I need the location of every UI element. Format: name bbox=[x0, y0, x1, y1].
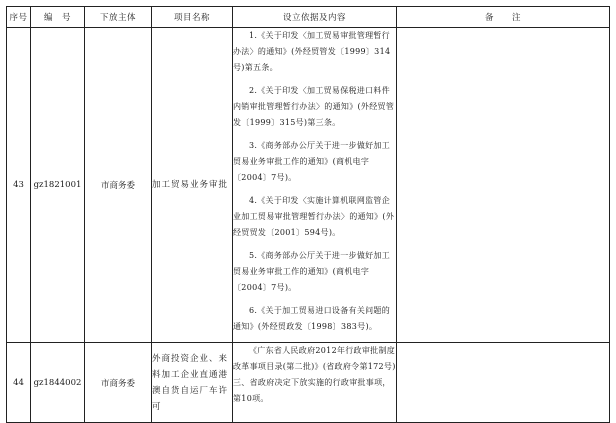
row-code: gz1821001 bbox=[31, 28, 85, 343]
header-code: 编 号 bbox=[31, 7, 85, 28]
row-item-name: 外商投资企业、来料加工企业直通港澳自货自运厂车许可 bbox=[152, 343, 233, 423]
basis-paragraph: 2.《关于印发〈加工贸易保税进口料件内销审批管理暂行办法〉的通知》(外经贸管发〔1999〕315号)第三条。 bbox=[233, 86, 395, 127]
row-remarks bbox=[397, 28, 610, 343]
row-seq: 43 bbox=[7, 28, 31, 343]
row-subject: 市商务委 bbox=[85, 28, 152, 343]
basis-paragraph: 6.《关于加工贸易进口设备有关问题的通知》(外经贸政发〔1998〕383号)。 bbox=[233, 306, 391, 331]
row-seq: 44 bbox=[7, 343, 31, 423]
row-item-name: 加工贸易业务审批 bbox=[152, 28, 233, 343]
header-basis: 设立依据及内容 bbox=[233, 7, 397, 28]
basis-paragraph: 4.《关于印发〈实施计算机联网监管企业加工贸易审批管理暂行办法〉的通知》(外经贸贸发〔2001〕594号)。 bbox=[233, 196, 395, 237]
basis-paragraph: 3.《商务部办公厅关于进一步做好加工贸易业务审批工作的通知》(商机电字〔2004〕7号)。 bbox=[233, 141, 391, 182]
table-header-row bbox=[7, 7, 610, 28]
header-subject: 下放主体 bbox=[85, 7, 152, 28]
header-item-name: 项目名称 bbox=[152, 7, 233, 28]
approval-items-table bbox=[6, 6, 610, 423]
header-seq: 序号 bbox=[7, 7, 31, 28]
basis-paragraph: 5.《商务部办公厅关于进一步做好加工贸易业务审批工作的通知》(商机电字〔2004〕7号)。 bbox=[233, 251, 391, 292]
basis-paragraph: 《广东省人民政府2012年行政审批制度改革事项目录(第二批)》(省政府令第172号)三、省政府决定下放实施的行政审批事项，第10项。 bbox=[233, 346, 396, 403]
table-row bbox=[7, 28, 610, 343]
row-subject: 市商务委 bbox=[85, 343, 152, 423]
row-code: gz1844002 bbox=[31, 343, 85, 423]
basis-paragraph: 1.《关于印发〈加工贸易审批管理暂行办法〉的通知》(外经贸管发〔1999〕314号)第五条。 bbox=[233, 31, 391, 72]
row-basis bbox=[233, 28, 397, 343]
header-remarks: 备 注 bbox=[397, 7, 610, 28]
